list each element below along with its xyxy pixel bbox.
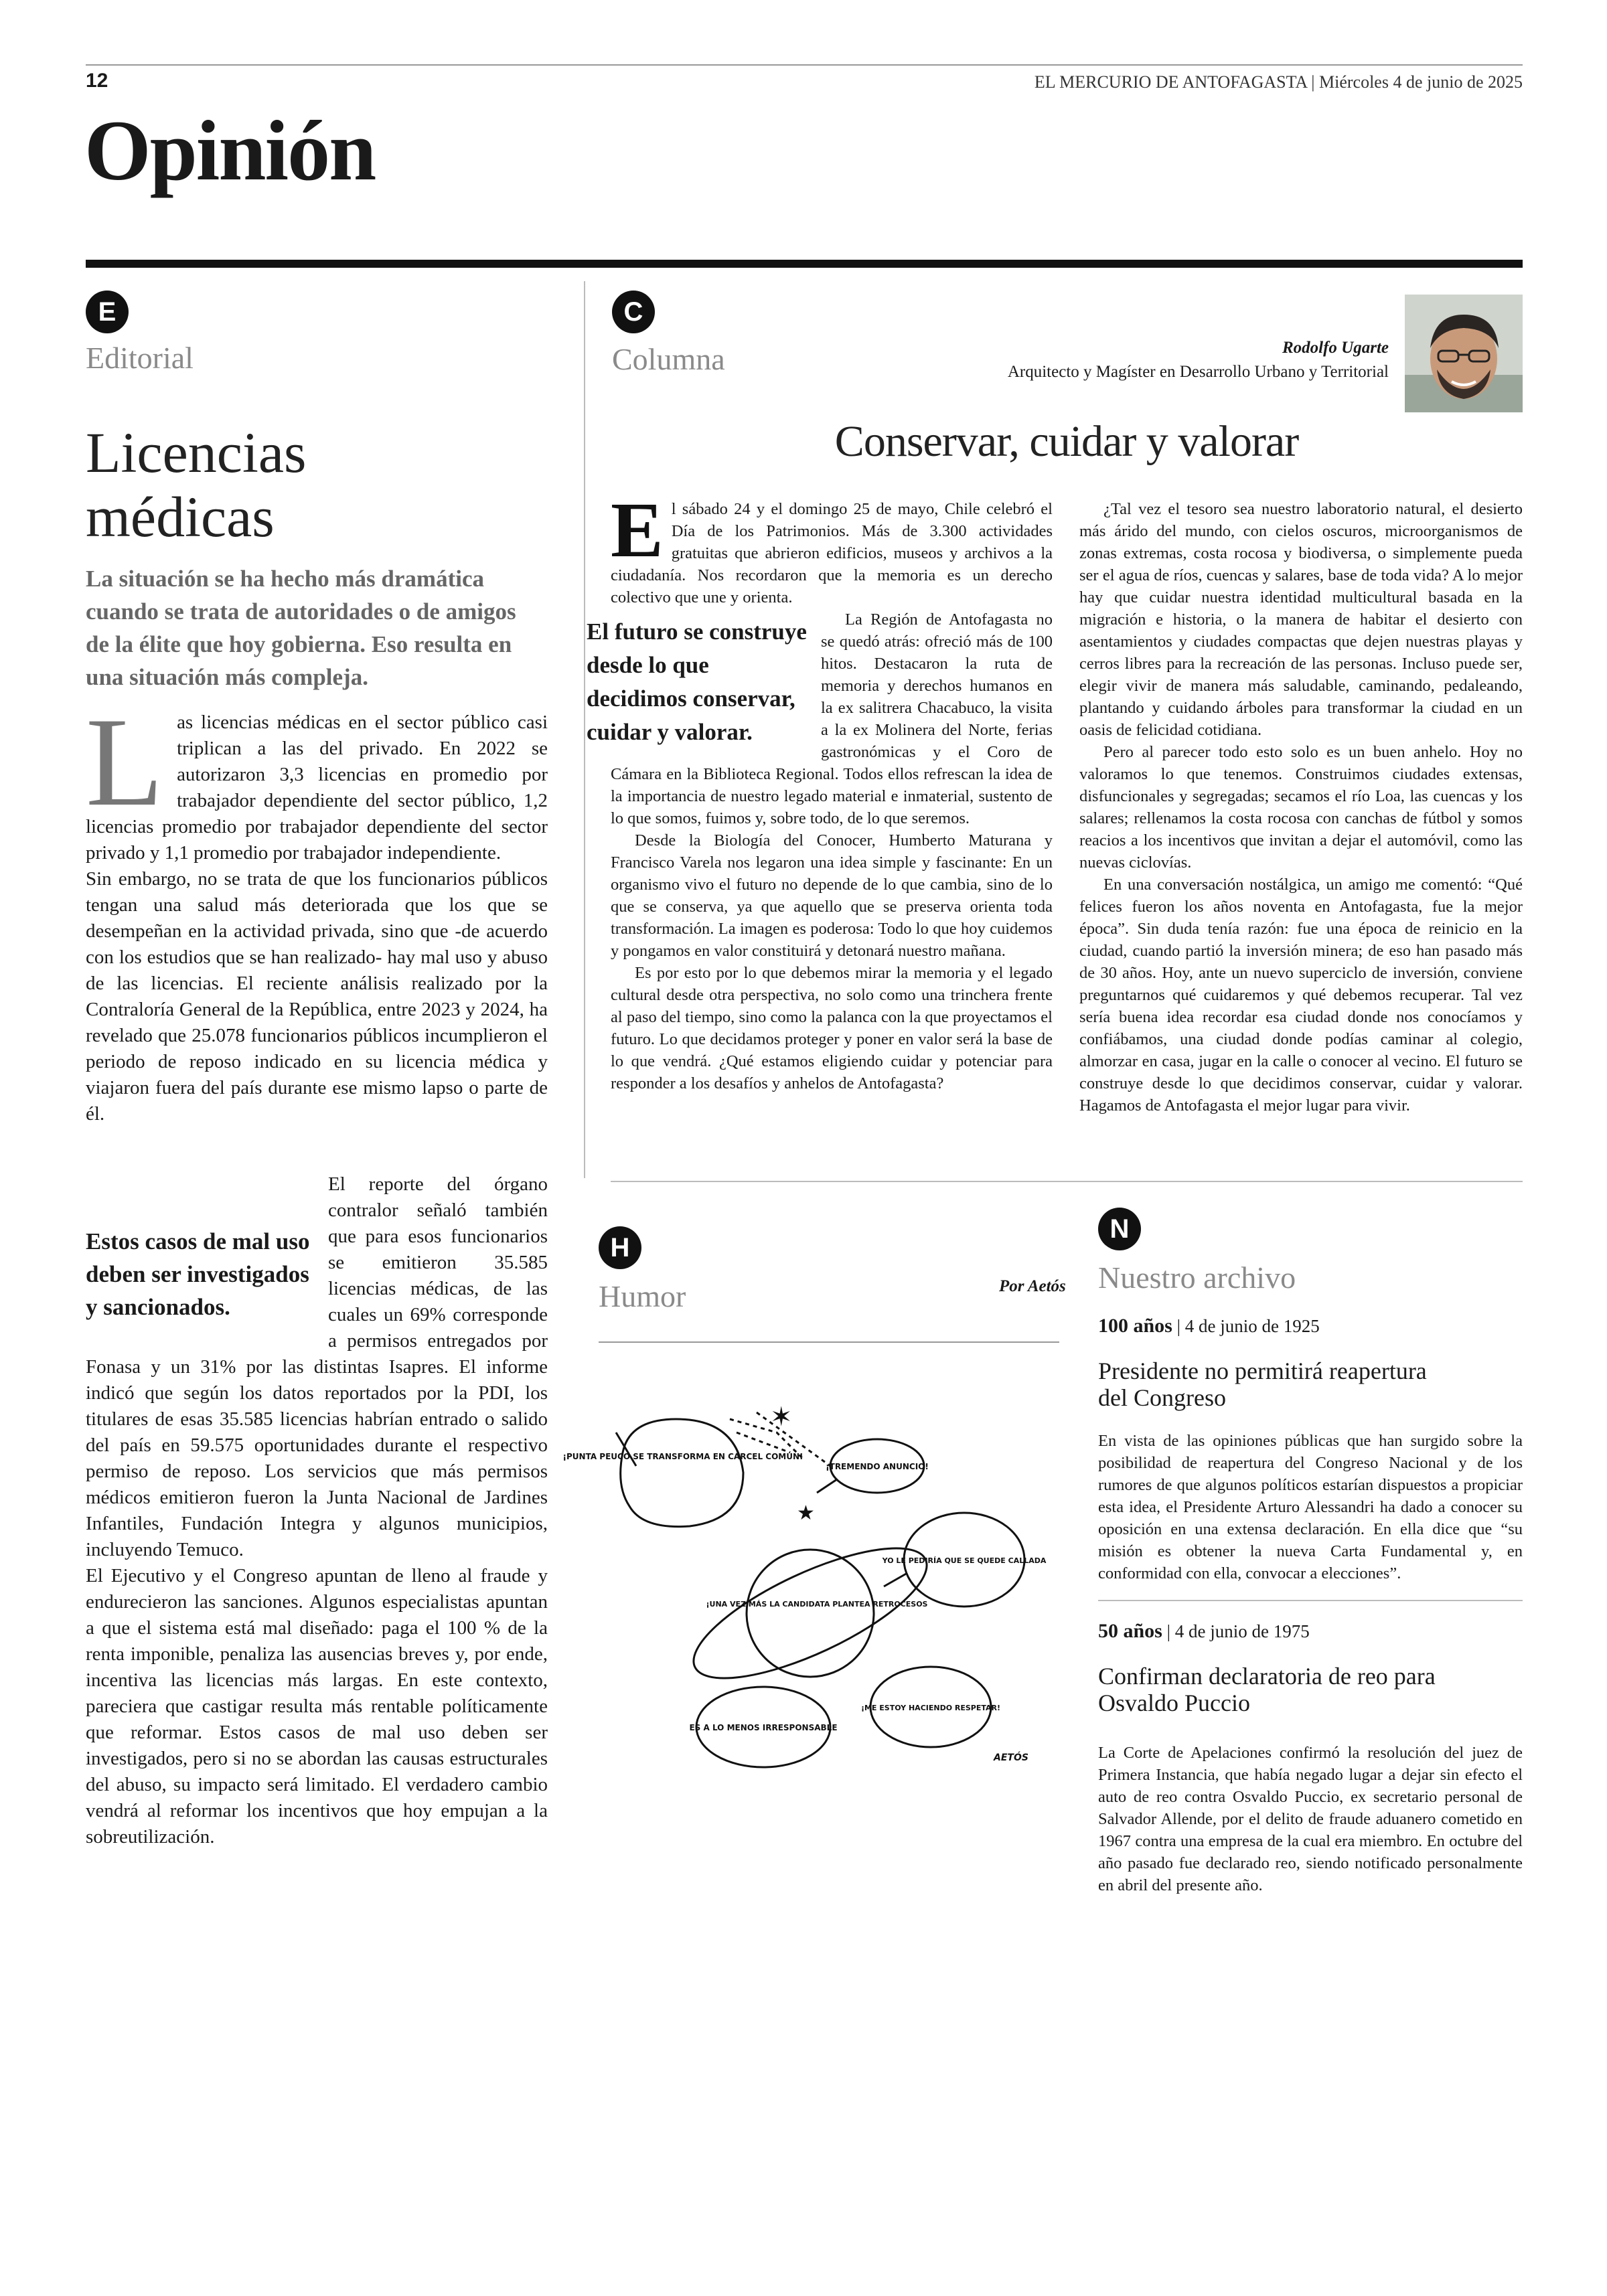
bubble-1-text bbox=[563, 1451, 804, 1461]
columna-pullquote: El futuro se construye desde lo que decidimos conservar, cuidar y valorar. bbox=[587, 619, 807, 745]
header-divider: | bbox=[1311, 72, 1315, 92]
editorial-title bbox=[86, 420, 306, 549]
columna-paragraph-4: Es por esto por lo que debemos mirar la memoria y el legado cultural desde otra perspectiva, no solo como una trinchera frente al paso del tiempo, sino como la palanca con la que proyectamos el futuro. Lo que decidamos proteger y poner en valor será la base de lo que vendrá. ¿Qué estamos eligiendo cuidar y potenciar para responder a los desafíos y anhelos de Antofagasta? bbox=[611, 964, 1053, 1092]
archivo-item1-years: 100 años bbox=[1098, 1315, 1172, 1337]
archivo-item2-years: 50 años bbox=[1098, 1620, 1162, 1642]
archivo-item2-text: La Corte de Apelaciones confirmó la resolución del juez de Primera Instancia, que había negado lugar a dejar sin efecto el auto de reo contra Osvaldo Puccio, ex secretario personal de Salvador Allende, por el delito de fraude aduanero cometido en 1967 contra una empresa de la cual era miembro. En octubre del año pasado fue declarado reo, siendo notificado personalmente en abril del presente año. bbox=[1098, 1744, 1523, 1894]
columna-author-block bbox=[1008, 339, 1389, 382]
header-date: Miércoles 4 de junio de 2025 bbox=[1319, 72, 1523, 92]
author-portrait-icon bbox=[1405, 295, 1523, 412]
editorial-drop-cap: L bbox=[86, 692, 164, 833]
columna-title: Conservar, cuidar y valorar bbox=[834, 417, 1299, 466]
svg-text:✶: ✶ bbox=[770, 1402, 793, 1432]
columna-label: Columna bbox=[612, 342, 725, 376]
columna-paragraph-6: Pero al parecer todo esto solo es un buen anhelo. Hoy no valoramos lo que tenemos. Construimos ciudades extensas, disfuncionales y segregadas; secamos el río Loa, las cuencas y los salares; rellenamos la costa rocosa con canchas de fútbol y somos reacios a los incentivos que invitan a dejar el automóvil, como las nuevas ciclovías. bbox=[1079, 743, 1523, 872]
columna-drop-cap: E bbox=[611, 486, 664, 574]
header-thick-rule bbox=[86, 260, 1523, 268]
archivo-rule bbox=[1098, 1600, 1523, 1601]
cartoon-lines bbox=[616, 1412, 1024, 1767]
bubble-6-text: ¡ME ESTOY HACIENDO RESPETAR! bbox=[860, 1704, 1001, 1712]
cartoon-drawing bbox=[562, 1392, 1058, 1767]
bubble-4-text: ¡UNA VEZ MÁS LA CANDIDATA PLANTEA RETROCESOS bbox=[706, 1600, 928, 1609]
header-top-rule bbox=[86, 64, 1523, 66]
masthead-line bbox=[1035, 72, 1523, 92]
page-number: 12 bbox=[86, 70, 108, 92]
editorial-badge: E bbox=[86, 291, 129, 333]
archivo-item1-text: En vista de las opiniones públicas que han surgido sobre la posibilidad de reapertura del Congreso Nacional y de los rumores de que algunos políticos estarían dispuestos a propiciar esta idea, el Presidente Arturo Alessandri ha dado a conocer su oposición en una extensa declaración. En ella dice que “su misión es obtener la nueva Carta Fundamental y, en conformidad con ella, convocar a elecciones”. bbox=[1098, 1432, 1523, 1582]
columna-gutter bbox=[1069, 498, 1070, 1167]
archivo-item1-meta bbox=[1098, 1315, 1320, 1337]
humor-label: Humor bbox=[599, 1279, 686, 1313]
editorial-paragraph-2: Sin embargo, no se trata de que los funcionarios públicos tengan una salud más deteriorada que los que se desempeñan en la actividad privada, sino que -de acuerdo con los estudios que se han realizado- hay mal uso y abuso de las licencias. El reciente análisis realizado por la Contraloría General de la República, entre 2023 y 2024, ha revelado que 25.078 funcionarios públicos incumplieron el periodo de reposo indicado en su licencia médica y viajaron fuera del país durante ese mismo lapso o parte de él. bbox=[86, 868, 548, 1125]
columna-author-role: Arquitecto y Magíster en Desarrollo Urbano y Territorial bbox=[1007, 363, 1389, 381]
columna-paragraph-7: En una conversación nostálgica, un amigo me comentó: “Qué felices fueron los años noventa en Antofagasta, fue la mejor época”. Sin duda tenía razón: fue una época de reinicio en la ciudad, cuando partió la inversión minera; de eso han pasado más de 30 años. Hoy, ante un nuevo superciclo de inversión, conviene preguntarnos qué cuidaremos y qué debemos recuperar. Tal vez sería buena idea recordar esa ciudad donde nos conocíamos y confiábamos, una ciudad donde podías caminar al colegio, almorzar en casa, jugar en la calle o conocer al vecino. El futuro se construye desde lo que decidimos conservar, cuidar y valorar. Hagamos de Antofagasta el mejor lugar para vivir. bbox=[1079, 876, 1523, 1115]
columna-paragraph-2 bbox=[587, 608, 1053, 829]
columna-paragraph-5: ¿Tal vez el tesoro sea nuestro laboratorio natural, el desierto más árido del mundo, con cielos oscuros, microorganismos de zonas extremas, costa rocosa y biodiversa, o simplemente pueda ser el agua de ríos, cuencas y salares, base de toda vida? A lo mejor hay que cuidar nuestra identidad multicultural basada en la migración e historia, o la manera de habitar el desierto con asentamientos y ciudades compactas que dejen nuestras playas y cerros libres para la recreación de las personas. Incluso puede ser, elegir vivir de manera más saludable, caminando, pedaleando, plantando y cuidando árboles para transformar la ciudad en un oasis de felicidad cotidiana. bbox=[1079, 500, 1523, 739]
column-divider bbox=[584, 281, 585, 1178]
svg-text:★: ★ bbox=[797, 1502, 815, 1524]
cartoon-signature: AETÓS bbox=[994, 1752, 1028, 1763]
editorial-lead: La situación se ha hecho más dramática cuando se trata de autoridades o de amigos de la élite que hoy gobierna. Eso resulta en una situación más compleja. bbox=[86, 566, 516, 690]
section-title: Opinión bbox=[84, 103, 376, 198]
columna-paragraph-3: Desde la Biología del Conocer, Humberto Maturana y Francisco Varela nos legaron una idea simple y fascinante: En un organismo vivo el futuro no depende de lo que cambia, sino de lo que se conserva, ya que aquello que se preserva orienta toda transformación. La imagen es poderosa: Todo lo que hoy cuidemos y pongamos en valor constituirá y detonará nuestro mañana. bbox=[611, 831, 1053, 960]
archivo-item2-headline: Confirman declaratoria de reo para Osvaldo Puccio bbox=[1098, 1663, 1436, 1716]
editorial-body-bottom bbox=[86, 1171, 548, 1850]
cartoon-stars bbox=[770, 1402, 815, 1524]
columna-col2 bbox=[1079, 498, 1523, 1117]
archivo-item2-sep: | bbox=[1166, 1621, 1175, 1641]
editorial-label: Editorial bbox=[86, 341, 194, 375]
author-photo bbox=[1405, 295, 1523, 412]
editorial-paragraph-4: El Ejecutivo y el Congreso apuntan de lleno al fraude y endurecieron las sanciones. Algunos especialistas apuntan a que el sistema está mal diseñado: paga el 100 % de la renta imponible, penaliza las ausencias breves y, por ende, incentiva las licencias más largas. En este contexto, pareciera que castigar resulta más rentable políticamente que reformar. Estos casos de mal uso deben ser investigados, pero si no se abordan las causas estructurales del abuso, su impacto será limitado. El verdadero cambio vendrá al reformar los incentivos que hoy empujan a la sobreutilización. bbox=[86, 1565, 548, 1848]
editorial-title-line2: médicas bbox=[86, 485, 275, 549]
bubble-5-text: ES A LO MENOS IRRESPONSABLE bbox=[689, 1723, 838, 1732]
archivo-item1-date: 4 de junio de 1925 bbox=[1184, 1316, 1320, 1336]
bubble-2-text: ¡TREMENDO ANUNCIO! bbox=[826, 1462, 929, 1471]
archivo-item2-date: 4 de junio de 1975 bbox=[1174, 1621, 1310, 1641]
editorial-body-top bbox=[86, 692, 548, 1127]
columna-badge: C bbox=[612, 291, 655, 333]
columna-bottom-rule bbox=[611, 1181, 1523, 1182]
cartoon-bubble-texts bbox=[563, 1451, 1047, 1763]
columna-paragraph-2-text: La Región de Antofagasta no se quedó atrás: ofreció más de 100 hitos. Destacaron la ruta de memoria y derechos humanos en la ex salitrera Chacabuco, la visita a la ex Molinera del Norte, ferias gastronómicas y el Coro de Cámara en la Biblioteca Regional. Todos ellos refrescan la idea de la importancia de nuestro legado material e inmaterial, sustento de lo que somos, fuimos y, sobre todo, de lo que seremos. bbox=[611, 610, 1053, 827]
bubble-1-line: ¡PUNTA PEUCO SE TRANSFORMA EN CÁRCEL COMÚN! bbox=[562, 1452, 804, 1461]
editorial-title-line1: Licencias bbox=[86, 420, 307, 485]
columna-col1 bbox=[587, 486, 1053, 1094]
editorial-pullquote: Estos casos de mal uso deben ser investigados y sancionados. bbox=[86, 1228, 310, 1320]
humor-rule bbox=[599, 1341, 1059, 1343]
columna-author: Rodolfo Ugarte bbox=[1282, 339, 1389, 357]
archivo-item1-headline: Presidente no permitirá reapertura del Congreso bbox=[1098, 1358, 1427, 1411]
editorial-paragraph-3: El reporte del órgano contralor señaló también que para esos funcionarios se emitieron 35.585 licencias médicas, de las cuales un 69% corresponde a permisos entregados por Fonasa y un 31% por las distintas Isapres. El informe indicó que según los datos reportados por la PDI, los titulares de esas 35.585 licencias habrían entrado o salido del país en 59.575 oportunidades durante el respectivo permiso de reposo. Los servicios que más permisos médicos emitieron fueron la Junta Nacional de Jardines Infantiles, Fundación Integra y algunos municipios, incluyendo Temuco. bbox=[86, 1173, 548, 1560]
bubble-3-text: YO LE PEDIRÍA QUE SE QUEDE CALLADA bbox=[882, 1556, 1047, 1565]
newspaper-name: EL MERCURIO DE ANTOFAGASTA bbox=[1034, 72, 1307, 92]
humor-cartoon bbox=[562, 1392, 1058, 1767]
columna-paragraph-1: l sábado 24 y el domingo 25 de mayo, Chile celebró el Día de los Patrimonios. Más de 3.300 actividades gratuitas que abrieron edificios, museos y archivos a la ciudadanía. Nos recordaron que la memoria es un derecho colectivo que une y orienta. bbox=[611, 500, 1053, 606]
humor-byline: Por Aetós bbox=[999, 1277, 1066, 1295]
archivo-label: Nuestro archivo bbox=[1098, 1260, 1296, 1295]
archivo-item2-meta bbox=[1098, 1620, 1310, 1643]
archivo-badge: N bbox=[1098, 1208, 1141, 1250]
humor-badge: H bbox=[599, 1226, 641, 1269]
editorial-paragraph-1: as licencias médicas en el sector público casi triplican a las del privado. En 2022 se autorizaron 3,3 licencias en promedio por trabajador dependiente del sector público, 1,2 licencias promedio por trabajador dependiente del sector privado y 1,1 promedio por trabajador independiente. bbox=[86, 712, 548, 864]
archivo-item1-sep: | bbox=[1176, 1316, 1185, 1336]
